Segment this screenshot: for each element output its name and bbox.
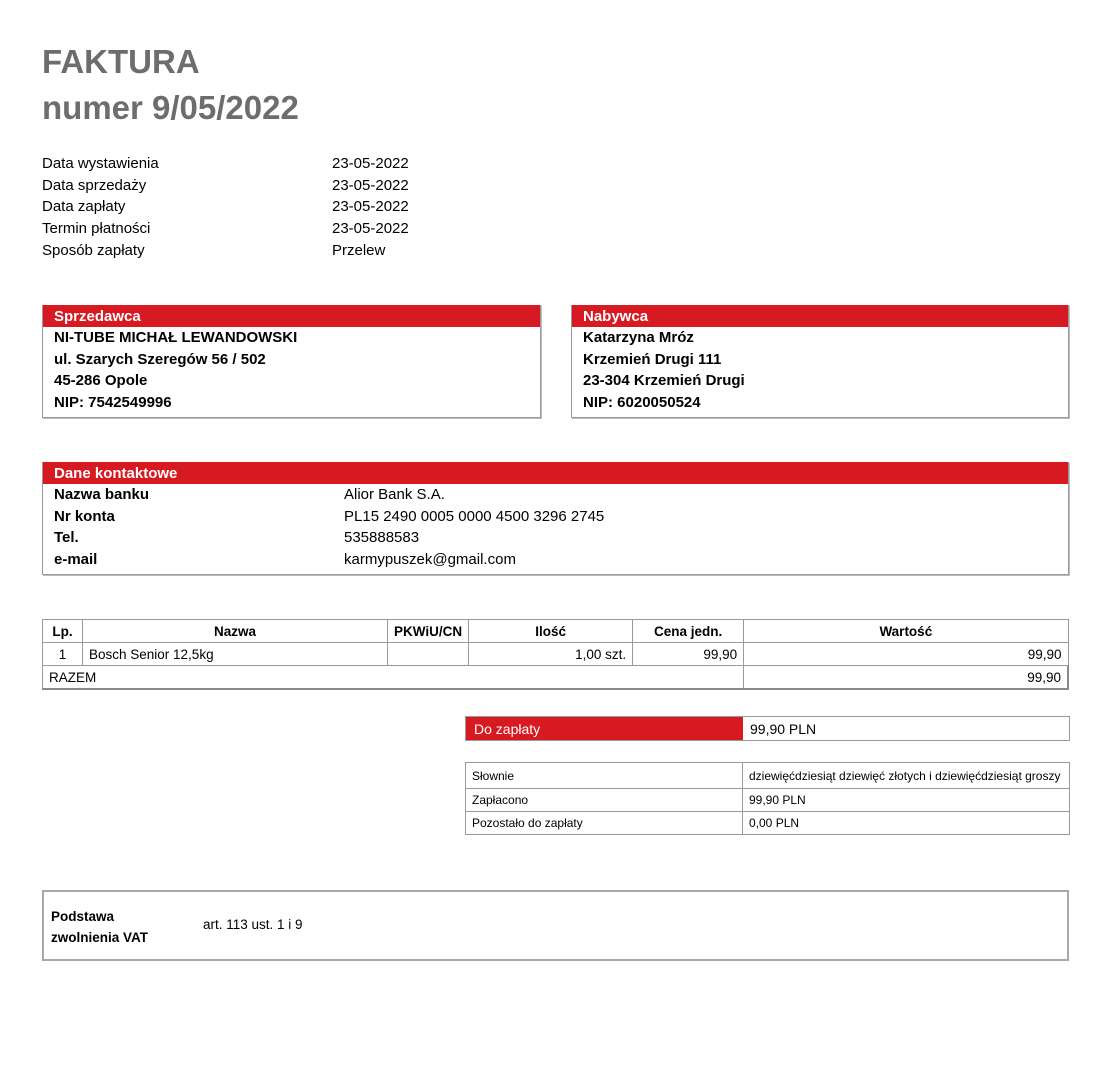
contact-row (43, 527, 1068, 549)
words-value: dziewięćdziesiąt dziewięć złotych i dziewięćdziesiąt groszy (743, 763, 1070, 789)
cell-value: 99,90 (744, 643, 1068, 666)
date-row (42, 153, 409, 175)
cell-pkwiu (388, 643, 469, 666)
col-header-pkwiu: PKWiU/CN (388, 620, 469, 643)
buyer-name: Katarzyna Mróz (583, 329, 694, 346)
col-header-qty: Ilość (469, 620, 633, 643)
paid-label: Zapłacono (466, 789, 743, 812)
contact-value: karmypuszek@gmail.com (344, 551, 516, 569)
amount-due-label: Do zapłaty (466, 717, 743, 740)
contact-value: PL15 2490 0005 0000 4500 3296 2745 (344, 507, 605, 525)
col-header-price: Cena jedn. (633, 620, 744, 643)
items-header-row (43, 620, 1069, 643)
cell-name: Bosch Senior 12,5kg (83, 643, 388, 666)
date-row (42, 175, 409, 197)
date-value: 23-05-2022 (332, 198, 409, 216)
contact-value: Alior Bank S.A. (344, 486, 445, 503)
seller-city: 45-286 Opole (54, 372, 148, 390)
seller-nip: NIP: 7542549996 (54, 394, 172, 412)
seller-name: NI-TUBE MICHAŁ LEWANDOWSKI (54, 329, 298, 346)
date-label: Sposób zapłaty (42, 241, 145, 259)
remaining-value: 0,00 PLN (743, 812, 1070, 835)
total-label: RAZEM (43, 666, 744, 690)
paid-value: 99,90 PLN (743, 789, 1070, 812)
invoice-number: numer 9/05/2022 (42, 89, 299, 126)
summary-row (466, 789, 1070, 812)
contact-label: Nr konta (54, 507, 115, 525)
vat-label-line2: zwolnienia VAT (51, 930, 149, 945)
date-label: Termin płatności (42, 220, 151, 238)
seller-box (42, 305, 541, 418)
cell-qty: 1,00 szt. (469, 643, 633, 666)
summary-row (466, 763, 1070, 789)
seller-street: ul. Szarych Szeregów 56 / 502 (54, 350, 266, 368)
contact-value: 535888583 (344, 529, 420, 547)
vat-label-line1: Podstawa (51, 909, 115, 924)
summary-row (466, 812, 1070, 835)
amount-due-box (465, 716, 1070, 741)
buyer-city: 23-304 Krzemień Drugi (583, 372, 745, 390)
total-value: 99,90 (744, 666, 1068, 690)
col-header-lp: Lp. (43, 620, 83, 643)
vat-exemption-label (51, 906, 148, 948)
seller-heading: Sprzedawca (43, 305, 540, 327)
contact-label: e-mail (54, 551, 98, 569)
buyer-nip: NIP: 6020050524 (583, 394, 701, 412)
vat-exemption-box (42, 890, 1069, 961)
date-row (42, 240, 386, 262)
date-value: Przelew (332, 241, 386, 259)
contact-row (43, 549, 1068, 571)
remaining-label: Pozostało do zapłaty (466, 812, 743, 835)
buyer-heading: Nabywca (572, 305, 1068, 327)
date-value: 23-05-2022 (332, 176, 409, 194)
date-label: Data sprzedaży (42, 176, 147, 194)
date-row (42, 196, 409, 218)
payment-summary-table (465, 762, 1070, 835)
date-value: 23-05-2022 (332, 220, 409, 238)
table-row (43, 643, 1069, 666)
vat-exemption-value: art. 113 ust. 1 i 9 (203, 917, 303, 932)
cell-price: 99,90 (633, 643, 744, 666)
contact-heading: Dane kontaktowe (43, 462, 1068, 484)
contact-box (42, 462, 1069, 575)
contact-label: Nazwa banku (54, 486, 150, 503)
contact-row (43, 506, 1068, 528)
contact-row (43, 484, 1068, 506)
date-value: 23-05-2022 (332, 155, 409, 172)
dates-block (42, 153, 409, 261)
words-label: Słownie (466, 763, 743, 789)
buyer-box (571, 305, 1069, 418)
amount-due-value: 99,90 PLN (750, 721, 817, 737)
date-row (42, 218, 409, 240)
buyer-street: Krzemień Drugi 111 (583, 350, 722, 368)
invoice-title: FAKTURA (42, 43, 200, 80)
contact-label: Tel. (54, 529, 79, 547)
date-label: Data zapłaty (42, 198, 126, 216)
items-table (42, 619, 1069, 690)
col-header-name: Nazwa (83, 620, 388, 643)
date-label: Data wystawienia (42, 155, 159, 172)
total-row (43, 666, 1069, 690)
cell-lp: 1 (43, 643, 83, 666)
col-header-value: Wartość (744, 620, 1068, 643)
